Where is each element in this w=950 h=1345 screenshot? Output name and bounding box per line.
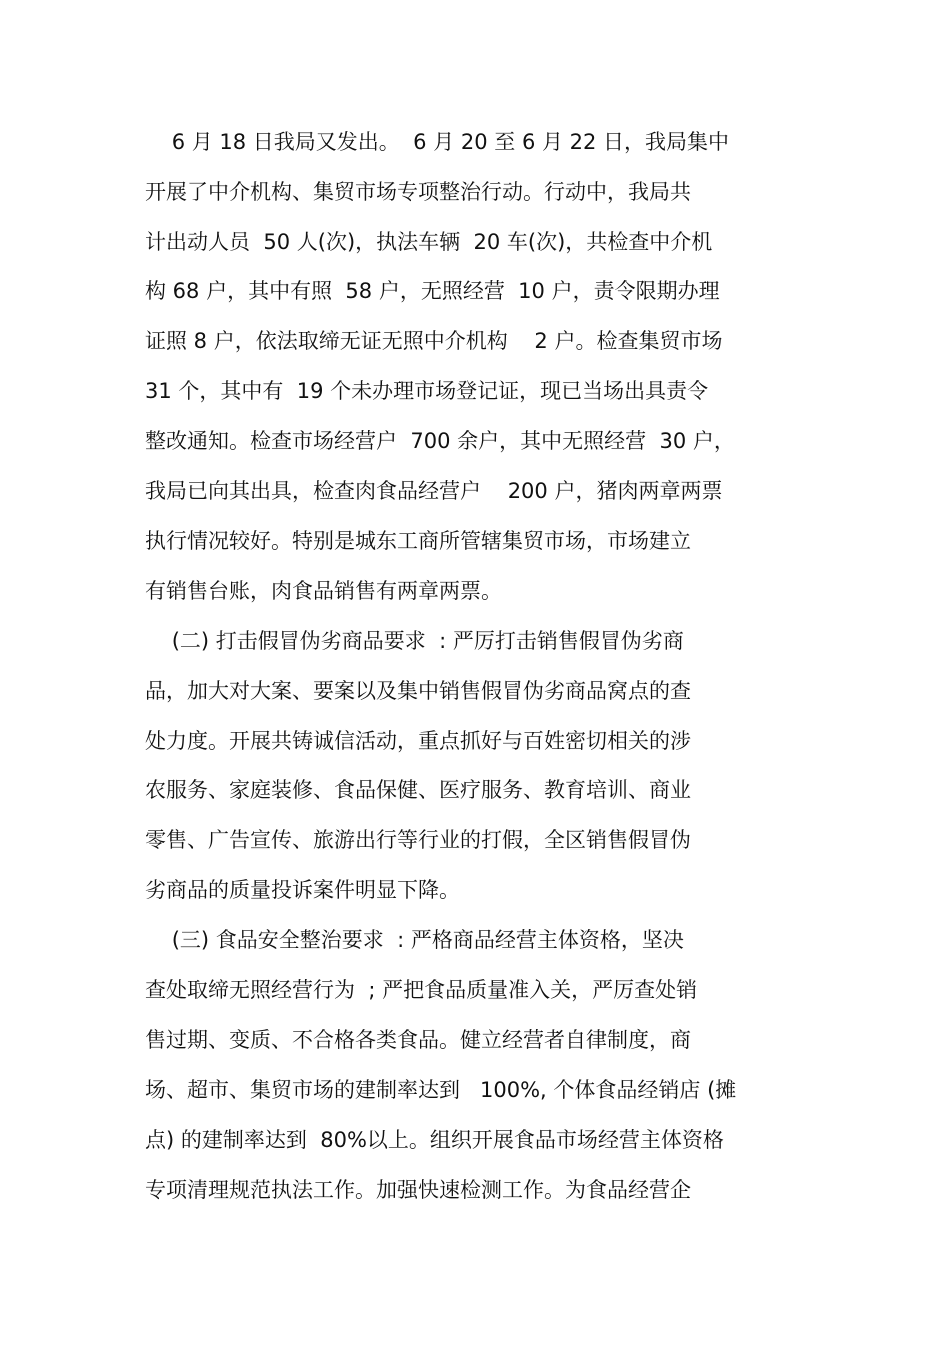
text-line: 6 月 18 日我局又发出。 6 月 20 至 6 月 22 日，我局集中 [145, 130, 730, 154]
text-line: (二) 打击假冒伪劣商品要求 : 严厉打击销售假冒伪劣商 [145, 629, 684, 653]
text-line: 农服务、家庭装修、食品保健、医疗服务、教育培训、商业 [145, 778, 691, 802]
text-line: (三) 食品安全整治要求 : 严格商品经营主体资格，坚决 [145, 928, 684, 952]
text-line: 品，加大对大案、要案以及集中销售假冒伪劣商品窝点的查 [145, 679, 691, 703]
text-line: 执行情况较好。特别是城东工商所管辖集贸市场，市场建立 [145, 529, 691, 553]
text-line: 构 68 户，其中有照 58 户，无照经营 10 户，责令限期办理 [145, 279, 720, 303]
text-line: 有销售台账，肉食品销售有两章两票。 [145, 579, 502, 603]
text-line: 劣商品的质量投诉案件明显下降。 [145, 878, 460, 902]
text-line: 查处取缔无照经营行为 ; 严把食品质量准入关，严厉查处销 [145, 978, 698, 1002]
text-line: 我局已向其出具，检查肉食品经营户 200 户，猪肉两章两票 [145, 479, 723, 503]
text-line: 场、超市、集贸市场的建制率达到 100%, 个体食品经销店 (摊 [145, 1078, 737, 1102]
text-line: 整改通知。检查市场经营户 700 余户，其中无照经营 30 户， [145, 429, 735, 453]
text-line: 零售、广告宣传、旅游出行等行业的打假，全区销售假冒伪 [145, 828, 691, 852]
text-line: 处力度。开展共铸诚信活动，重点抓好与百姓密切相关的涉 [145, 729, 691, 753]
text-line: 31 个，其中有 19 个未办理市场登记证，现已当场出具责令 [145, 379, 709, 403]
text-line: 证照 8 户，依法取缔无证无照中介机构 2 户。检查集贸市场 [145, 329, 723, 353]
text-line: 专项清理规范执法工作。加强快速检测工作。为食品经营企 [145, 1178, 691, 1202]
text-line: 点) 的建制率达到 80%以上。组织开展食品市场经营主体资格 [145, 1128, 724, 1152]
text-line: 开展了中介机构、集贸市场专项整治行动。行动中，我局共 [145, 180, 691, 204]
text-line: 售过期、变质、不合格各类食品。健立经营者自律制度，商 [145, 1028, 691, 1052]
text-line: 计出动人员 50 人(次)，执法车辆 20 车(次)，共检查中介机 [145, 230, 713, 254]
